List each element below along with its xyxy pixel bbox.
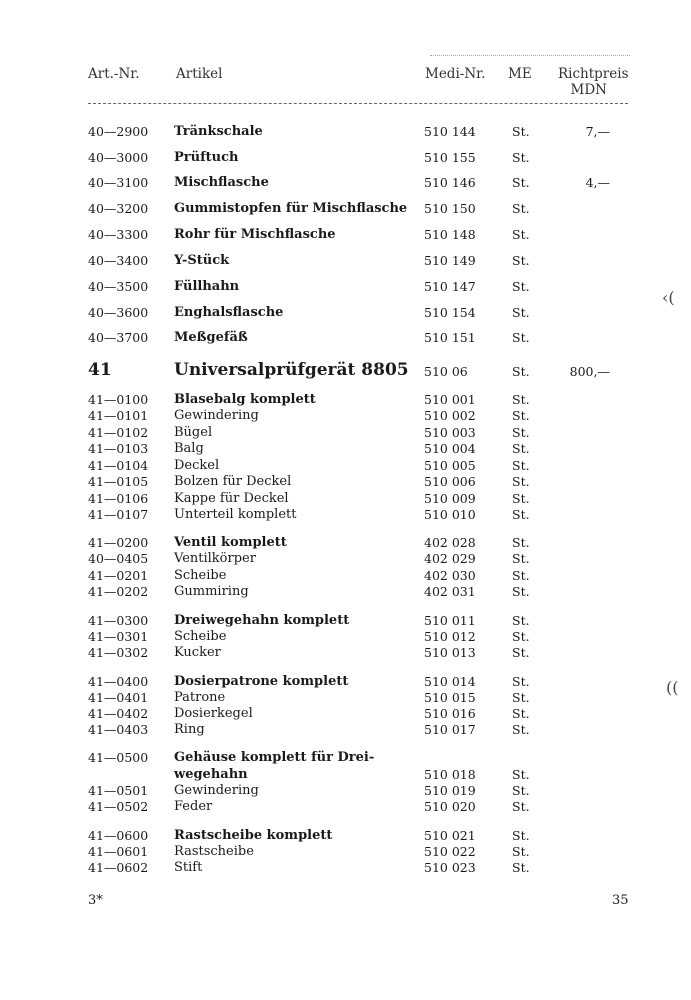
table-row — [0, 706, 691, 722]
table-row — [0, 330, 691, 346]
medi-number: 510 151 — [424, 330, 476, 345]
table-row — [0, 783, 691, 799]
medi-number: 510 146 — [424, 175, 476, 190]
page-number: 35 — [612, 893, 629, 908]
unit: St. — [512, 491, 530, 506]
article-name: Füllhahn — [174, 279, 240, 294]
price: 7,— — [585, 124, 610, 139]
unit: St. — [512, 474, 530, 489]
article-name: Patrone — [174, 690, 226, 705]
unit: St. — [512, 828, 530, 843]
art-number: 41—0200 — [88, 535, 149, 550]
header-artikel: Artikel — [176, 66, 223, 82]
art-number: 40—3700 — [88, 330, 149, 345]
medi-number: 510 005 — [424, 458, 476, 473]
table-row — [0, 491, 691, 507]
table-row — [0, 507, 691, 523]
unit: St. — [512, 305, 530, 320]
medi-number: 510 015 — [424, 690, 476, 705]
article-name: Bügel — [174, 425, 213, 440]
unit: St. — [512, 783, 530, 798]
unit: St. — [512, 767, 530, 782]
table-row — [0, 645, 691, 661]
article-name: Meßgefäß — [174, 330, 248, 345]
art-number: 41—0103 — [88, 441, 149, 456]
price: 800,— — [569, 364, 610, 379]
article-name: Rastscheibe — [174, 844, 254, 859]
art-number: 41 — [88, 360, 112, 380]
art-number: 40—3100 — [88, 175, 149, 190]
art-number: 41—0500 — [88, 750, 149, 765]
medi-number: 510 023 — [424, 860, 476, 875]
art-number: 41—0502 — [88, 799, 149, 814]
article-name: Scheibe — [174, 629, 227, 644]
art-number: 41—0401 — [88, 690, 149, 705]
table-row — [0, 150, 691, 166]
article-name: Gewindering — [174, 408, 259, 423]
table-row — [0, 844, 691, 860]
unit: St. — [512, 227, 530, 242]
table-row — [0, 124, 691, 140]
art-number: 40—3500 — [88, 279, 149, 294]
article-name: Unterteil komplett — [174, 507, 297, 522]
medi-number: 510 012 — [424, 629, 476, 644]
unit: St. — [512, 690, 530, 705]
unit: St. — [512, 844, 530, 859]
article-name: Gummiring — [174, 584, 249, 599]
medi-number: 510 149 — [424, 253, 476, 268]
table-row — [0, 584, 691, 600]
medi-number: 510 154 — [424, 305, 476, 320]
article-name: Ventil komplett — [174, 535, 287, 550]
unit: St. — [512, 706, 530, 721]
medi-number: 510 148 — [424, 227, 476, 242]
medi-number: 402 028 — [424, 535, 476, 550]
article-name: Feder — [174, 799, 213, 814]
medi-number: 510 06 — [424, 364, 468, 379]
table-row — [0, 674, 691, 690]
article-name: Enghalsflasche — [174, 305, 284, 320]
medi-number: 510 010 — [424, 507, 476, 522]
medi-number: 510 147 — [424, 279, 476, 294]
article-name: wegehahn — [174, 767, 248, 782]
unit: St. — [512, 408, 530, 423]
table-row — [0, 425, 691, 441]
medi-number: 510 019 — [424, 783, 476, 798]
header-mdn: MDN — [570, 82, 607, 98]
art-number: 41—0302 — [88, 645, 149, 660]
unit: St. — [512, 425, 530, 440]
medi-number: 510 150 — [424, 201, 476, 216]
medi-number: 510 002 — [424, 408, 476, 423]
art-number: 40—3000 — [88, 150, 149, 165]
medi-number: 510 144 — [424, 124, 476, 139]
article-name: Stift — [174, 860, 203, 875]
medi-number: 402 030 — [424, 568, 476, 583]
article-name: Mischflasche — [174, 175, 269, 190]
table-row — [0, 458, 691, 474]
medi-number: 510 155 — [424, 150, 476, 165]
article-name: Dosierpatrone komplett — [174, 674, 349, 689]
medi-number: 402 031 — [424, 584, 476, 599]
medi-number: 510 013 — [424, 645, 476, 660]
art-number: 40—3400 — [88, 253, 149, 268]
medi-number: 510 017 — [424, 722, 476, 737]
art-number: 41—0600 — [88, 828, 149, 843]
article-name: Ring — [174, 722, 205, 737]
article-name: Gewindering — [174, 783, 259, 798]
header-art-nr: Art.-Nr. — [88, 66, 140, 82]
medi-number: 510 014 — [424, 674, 476, 689]
table-row — [0, 767, 691, 783]
art-number: 41—0501 — [88, 783, 149, 798]
table-row — [0, 253, 691, 269]
table-row — [0, 799, 691, 815]
art-number: 40—3600 — [88, 305, 149, 320]
article-name: Prüftuch — [174, 150, 239, 165]
medi-number: 510 016 — [424, 706, 476, 721]
table-row — [0, 750, 691, 766]
margin-mark: ‹( — [662, 288, 675, 307]
article-name: Bolzen für Deckel — [174, 474, 292, 489]
art-number: 41—0301 — [88, 629, 149, 644]
unit: St. — [512, 364, 530, 379]
table-row — [0, 392, 691, 408]
table-row — [0, 279, 691, 295]
medi-number: 510 001 — [424, 392, 476, 407]
unit: St. — [512, 392, 530, 407]
table-row — [0, 175, 691, 191]
table-row — [0, 227, 691, 243]
article-name: Y-Stück — [174, 253, 230, 268]
medi-number: 510 018 — [424, 767, 476, 782]
article-name: Tränkschale — [174, 124, 263, 139]
unit: St. — [512, 507, 530, 522]
art-number: 41—0104 — [88, 458, 149, 473]
art-number: 41—0107 — [88, 507, 149, 522]
art-number: 41—0101 — [88, 408, 149, 423]
unit: St. — [512, 458, 530, 473]
unit: St. — [512, 568, 530, 583]
unit: St. — [512, 535, 530, 550]
unit: St. — [512, 441, 530, 456]
table-row — [0, 722, 691, 738]
unit: St. — [512, 722, 530, 737]
article-name: Deckel — [174, 458, 220, 473]
page-signature: 3* — [88, 893, 103, 908]
table-row — [0, 408, 691, 424]
unit: St. — [512, 645, 530, 660]
article-name: Rohr für Mischflasche — [174, 227, 336, 242]
medi-number: 510 004 — [424, 441, 476, 456]
medi-number: 510 020 — [424, 799, 476, 814]
art-number: 41—0400 — [88, 674, 149, 689]
price: 4,— — [585, 175, 610, 190]
art-number: 41—0105 — [88, 474, 149, 489]
unit: St. — [512, 629, 530, 644]
unit: St. — [512, 860, 530, 875]
medi-number: 510 022 — [424, 844, 476, 859]
top-dotted-rule — [430, 55, 630, 56]
margin-mark: (( — [666, 678, 679, 697]
unit: St. — [512, 124, 530, 139]
article-name: Kappe für Deckel — [174, 491, 289, 506]
table-row — [0, 474, 691, 490]
table-row — [0, 305, 691, 321]
article-name: Balg — [174, 441, 204, 456]
medi-number: 510 003 — [424, 425, 476, 440]
article-name: Scheibe — [174, 568, 227, 583]
unit: St. — [512, 551, 530, 566]
medi-number: 510 006 — [424, 474, 476, 489]
table-row — [0, 629, 691, 645]
art-number: 40—2900 — [88, 124, 149, 139]
table-row — [0, 441, 691, 457]
art-number: 41—0403 — [88, 722, 149, 737]
article-name: Blasebalg komplett — [174, 392, 316, 407]
table-row — [0, 690, 691, 706]
art-number: 40—3200 — [88, 201, 149, 216]
article-name: Universalprüfgerät 8805 — [174, 360, 409, 380]
unit: St. — [512, 175, 530, 190]
unit: St. — [512, 613, 530, 628]
medi-number: 510 011 — [424, 613, 476, 628]
table-row — [0, 568, 691, 584]
unit: St. — [512, 150, 530, 165]
table-row — [0, 201, 691, 217]
art-number: 41—0102 — [88, 425, 149, 440]
unit: St. — [512, 674, 530, 689]
table-row — [0, 860, 691, 876]
unit: St. — [512, 253, 530, 268]
art-number: 40—3300 — [88, 227, 149, 242]
medi-number: 510 009 — [424, 491, 476, 506]
header-me: ME — [508, 66, 532, 82]
art-number: 41—0300 — [88, 613, 149, 628]
unit: St. — [512, 279, 530, 294]
unit: St. — [512, 584, 530, 599]
article-name: Gummistopfen für Mischflasche — [174, 201, 408, 216]
medi-number: 510 021 — [424, 828, 476, 843]
medi-number: 402 029 — [424, 551, 476, 566]
article-name: Rastscheibe komplett — [174, 828, 333, 843]
table-row — [0, 360, 691, 380]
article-name: Gehäuse komplett für Drei- — [174, 750, 375, 765]
art-number: 41—0601 — [88, 844, 149, 859]
table-row — [0, 535, 691, 551]
art-number: 41—0100 — [88, 392, 149, 407]
unit: St. — [512, 201, 530, 216]
art-number: 41—0201 — [88, 568, 149, 583]
article-name: Dosierkegel — [174, 706, 253, 721]
unit: St. — [512, 799, 530, 814]
art-number: 41—0402 — [88, 706, 149, 721]
article-name: Kucker — [174, 645, 221, 660]
art-number: 40—0405 — [88, 551, 149, 566]
header-medi-nr: Medi-Nr. — [425, 66, 486, 82]
article-name: Dreiwegehahn komplett — [174, 613, 350, 628]
art-number: 41—0106 — [88, 491, 149, 506]
article-name: Ventilkörper — [174, 551, 256, 566]
header-rule — [88, 103, 628, 104]
art-number: 41—0602 — [88, 860, 149, 875]
table-row — [0, 828, 691, 844]
table-row — [0, 551, 691, 567]
art-number: 41—0202 — [88, 584, 149, 599]
table-row — [0, 613, 691, 629]
unit: St. — [512, 330, 530, 345]
header-richtpreis: Richtpreis — [558, 66, 629, 82]
